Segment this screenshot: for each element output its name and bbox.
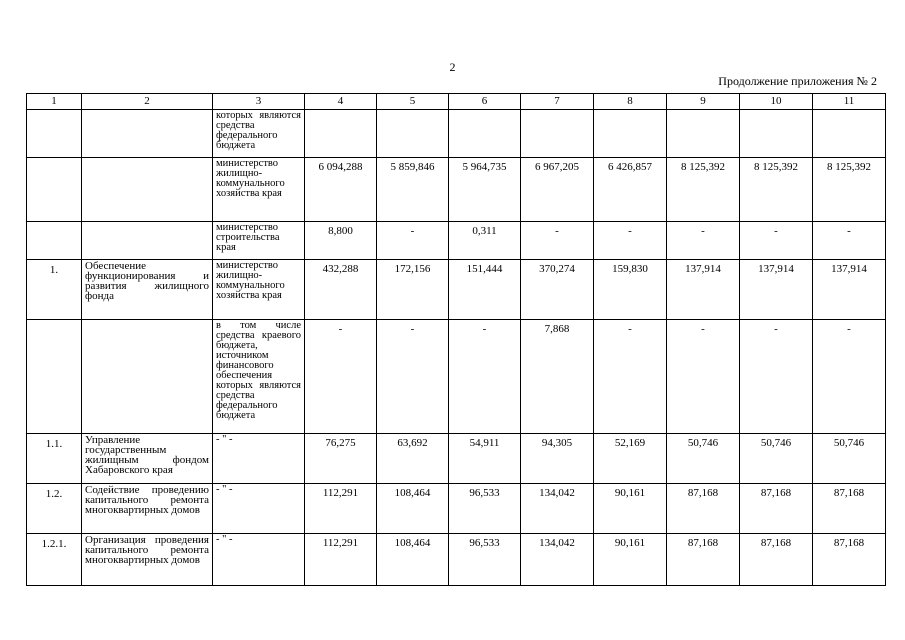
header-cell: 8 [594,94,667,110]
value-cell [594,110,667,158]
table-row [27,320,886,434]
value-cell: 112,291 [305,484,377,534]
value-cell: - [667,320,740,434]
value-cell: 94,305 [521,434,594,484]
table-row [27,260,886,320]
value-cell: - [667,222,740,260]
row-executor-cell: которых являются средства федерального бюджета [213,110,305,158]
row-number-cell: 1. [27,260,82,320]
row-name-cell [82,110,213,158]
row-name-cell [82,320,213,434]
value-cell: 8 125,392 [667,158,740,222]
value-cell [813,110,886,158]
value-cell: 108,464 [377,484,449,534]
row-number-cell [27,158,82,222]
value-cell: 87,168 [667,484,740,534]
value-cell: 87,168 [813,484,886,534]
value-cell: 7,868 [521,320,594,434]
value-cell: 87,168 [740,484,813,534]
row-name-cell: Организация проведения капитального ремонта многоквартирных домов [82,534,213,586]
row-name-cell: Обеспечение функционирования и развития жилищного фонда [82,260,213,320]
value-cell: - [377,320,449,434]
value-cell: 134,042 [521,534,594,586]
row-number-cell: 1.1. [27,434,82,484]
value-cell: 137,914 [667,260,740,320]
value-cell: 172,156 [377,260,449,320]
header-cell: 4 [305,94,377,110]
header-cell: 10 [740,94,813,110]
table-row [27,110,886,158]
value-cell: 151,444 [449,260,521,320]
value-cell: 90,161 [594,534,667,586]
value-cell: 6 426,857 [594,158,667,222]
row-name-cell [82,222,213,260]
value-cell: - [594,222,667,260]
row-name-cell: Содействие проведению капитального ремонта многоквартирных домов [82,484,213,534]
row-name-cell: Управление государственным жилищным фондом Хабаровского края [82,434,213,484]
value-cell [305,110,377,158]
header-cell: 9 [667,94,740,110]
value-cell: - [813,222,886,260]
value-cell: - [377,222,449,260]
value-cell: 52,169 [594,434,667,484]
value-cell [740,110,813,158]
row-executor-cell: - " - [213,484,305,534]
header-cell: 3 [213,94,305,110]
value-cell: 96,533 [449,534,521,586]
row-executor-cell: министерство жилищно-коммунального хозяйства края [213,260,305,320]
row-number-cell [27,110,82,158]
value-cell: 8,800 [305,222,377,260]
table-row [27,158,886,222]
table-row [27,222,886,260]
row-number-cell: 1.2. [27,484,82,534]
value-cell [521,110,594,158]
value-cell: 159,830 [594,260,667,320]
row-executor-cell: - " - [213,534,305,586]
table-row [27,484,886,534]
value-cell: - [740,320,813,434]
value-cell: 137,914 [813,260,886,320]
budget-table [26,93,886,586]
header-row [27,94,886,110]
value-cell: 54,911 [449,434,521,484]
value-cell: 63,692 [377,434,449,484]
value-cell: 87,168 [740,534,813,586]
value-cell: 87,168 [813,534,886,586]
row-executor-cell: министерство строительства края [213,222,305,260]
value-cell: 5 859,846 [377,158,449,222]
value-cell: - [521,222,594,260]
value-cell: 90,161 [594,484,667,534]
value-cell: - [813,320,886,434]
value-cell: 134,042 [521,484,594,534]
row-executor-cell: министерство жилищно-коммунального хозяйства края [213,158,305,222]
page-number: 2 [449,60,456,74]
value-cell: 432,288 [305,260,377,320]
row-number-cell: 1.2.1. [27,534,82,586]
row-name-cell [82,158,213,222]
value-cell: 50,746 [667,434,740,484]
value-cell: 8 125,392 [740,158,813,222]
value-cell: 0,311 [449,222,521,260]
value-cell [377,110,449,158]
value-cell: 6 967,205 [521,158,594,222]
table-row [27,534,886,586]
value-cell: 112,291 [305,534,377,586]
value-cell [449,110,521,158]
header-cell: 5 [377,94,449,110]
value-cell: 8 125,392 [813,158,886,222]
value-cell: 108,464 [377,534,449,586]
row-executor-cell: в том числе средства краевого бюджета, источником финансового обеспечения которых являются средства федерального бюджета [213,320,305,434]
value-cell: 96,533 [449,484,521,534]
value-cell: 6 094,288 [305,158,377,222]
row-number-cell [27,222,82,260]
header-cell: 11 [813,94,886,110]
row-executor-cell: - " - [213,434,305,484]
value-cell: 50,746 [813,434,886,484]
continuation-label: Продолжение приложения № 2 [718,74,877,88]
header-cell: 6 [449,94,521,110]
table-row [27,434,886,484]
value-cell: 87,168 [667,534,740,586]
header-cell: 2 [82,94,213,110]
header-cell: 7 [521,94,594,110]
header-cell: 1 [27,94,82,110]
value-cell: 137,914 [740,260,813,320]
value-cell [667,110,740,158]
value-cell: - [305,320,377,434]
value-cell: - [594,320,667,434]
row-number-cell [27,320,82,434]
value-cell: 5 964,735 [449,158,521,222]
value-cell: 76,275 [305,434,377,484]
value-cell: - [740,222,813,260]
value-cell: 50,746 [740,434,813,484]
value-cell: 370,274 [521,260,594,320]
value-cell: - [449,320,521,434]
